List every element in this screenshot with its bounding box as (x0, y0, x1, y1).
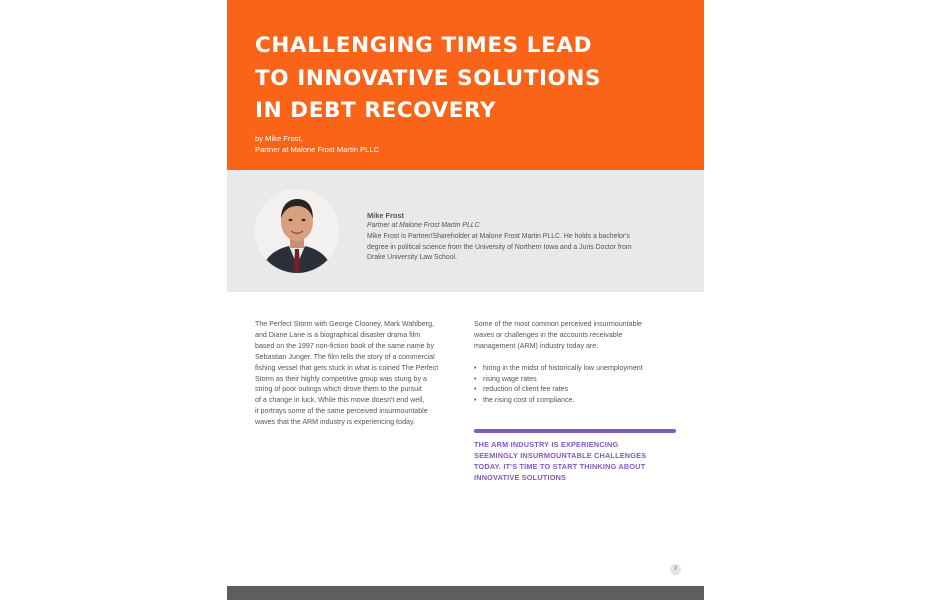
title-line: TO INNOVATIVE SOLUTIONS (255, 65, 602, 91)
pullquote-line: THE ARM INDUSTRY IS EXPERIENCING (474, 440, 619, 449)
author-photo (255, 189, 339, 273)
pullquote-line: INNOVATIVE SOLUTIONS (474, 473, 567, 482)
body-line: waves or challenges in the accounts receivable (474, 330, 623, 339)
body-right-intro (474, 319, 679, 352)
pullquote-divider (474, 429, 676, 433)
pullquote-line: SEEMINGLY INSURMOUNTABLE CHALLENGES (474, 451, 647, 460)
body-line: Some of the most common perceived insurmountable (474, 320, 642, 328)
portrait-icon (255, 189, 339, 273)
author-section (227, 170, 704, 292)
author-name: Mike Frost (367, 211, 404, 220)
byline (255, 133, 379, 155)
body-line: The Perfect Storm with George Clooney, Mark Wahlberg, (255, 320, 434, 328)
bullet-icon: • (474, 364, 477, 372)
pullquote-line: TODAY. IT'S TIME TO START THINKING ABOUT (474, 462, 646, 471)
body-line: waves that the ARM industry is experiencing today. (255, 418, 415, 427)
body-line: Storm as their highly competitive group was stung by a (255, 374, 427, 383)
body-left-column (255, 319, 460, 428)
challenges-list (474, 363, 643, 406)
list-item-text: rising wage rates (483, 374, 537, 383)
body-line: fishing vessel that gets stuck in what is coined The Perfect (255, 363, 439, 372)
title-line: CHALLENGING TIMES LEAD (255, 33, 593, 58)
article-title (255, 30, 695, 128)
body-line: management (ARM) industry today are: (474, 341, 599, 350)
list-item (474, 384, 643, 395)
body-line: based on the 1997 non-fiction book of the same name by (255, 341, 435, 350)
list-item (474, 363, 643, 374)
bullet-icon: • (474, 385, 477, 394)
author-bio-line: Mike Frost is Partner/Shareholder at Malone Frost Martin PLLC. He holds a bachelor's (367, 233, 630, 240)
title-banner (227, 0, 704, 170)
author-bio-line: Drake University Law School. (367, 254, 457, 262)
list-item-text: reduction of client fee rates (483, 385, 569, 394)
list-item-text: the rising cost of compliance. (483, 396, 575, 405)
footer-bar (227, 586, 704, 600)
page-number: 2 (670, 564, 681, 575)
author-bio (367, 232, 672, 264)
body-line: and Diane Lane is a biographical disaster drama film (255, 330, 421, 339)
list-item-text: hiring in the midst of historically low unemployment (483, 364, 643, 372)
author-role: Partner at Malone Frost Martin PLLC (367, 222, 480, 229)
list-item (474, 395, 643, 406)
author-bio-line: degree in political science from the University of Northern Iowa and a Juris Doctor from (367, 243, 632, 251)
byline-affiliation: Partner at Malone Frost Martin PLLC (255, 145, 380, 154)
pullquote (474, 439, 646, 483)
body-line: of a change in luck. While this movie doesn't end well, (255, 396, 425, 405)
title-line: IN DEBT RECOVERY (255, 98, 497, 123)
list-item (474, 374, 643, 385)
byline-author: by Mike Frost, (255, 134, 303, 143)
body-line: it portrays some of the same perceived insurmountable (255, 407, 428, 416)
bullet-icon: • (474, 396, 477, 405)
body-line: string of poor outings which drove them to the pursuit (255, 385, 422, 394)
document-page (227, 0, 704, 600)
body-line: Sebastian Junger. The film tells the story of a commercial (255, 352, 435, 361)
bullet-icon: • (474, 374, 477, 383)
